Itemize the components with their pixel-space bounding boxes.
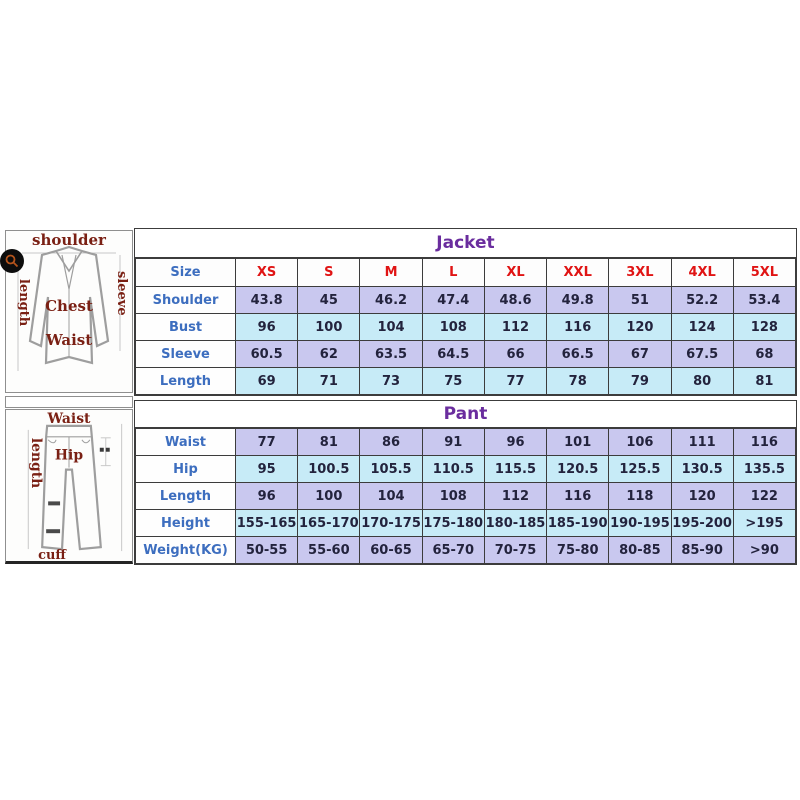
pants-pocket-left — [48, 440, 56, 443]
rise-mark — [106, 448, 110, 452]
size-value-cell: 65-70 — [422, 537, 484, 564]
table-row — [136, 429, 796, 456]
pants-length-label: length — [28, 437, 45, 489]
size-value-cell: 73 — [360, 368, 422, 395]
jacket-length-label: length — [16, 279, 31, 327]
size-value-cell: 116 — [547, 314, 609, 341]
table-row — [136, 341, 796, 368]
size-value-cell: 125.5 — [609, 456, 671, 483]
pants-sketch — [6, 410, 132, 561]
jacket-shoulder-label: shoulder — [32, 231, 106, 249]
pants-cuff-label: cuff — [38, 548, 67, 561]
size-value-cell: 46.2 — [360, 287, 422, 314]
size-value-cell: 100.5 — [298, 456, 360, 483]
size-value-cell: 95 — [236, 456, 298, 483]
size-value-cell: 170-175 — [360, 510, 422, 537]
size-value-cell: 77 — [484, 368, 546, 395]
size-value-cell: 112 — [484, 314, 546, 341]
size-value-cell: 66.5 — [547, 341, 609, 368]
table-row — [136, 368, 796, 395]
row-label: Length — [136, 368, 236, 395]
pants-waist-label: Waist — [47, 410, 91, 427]
jacket-waist-label: Waist — [45, 331, 93, 349]
size-value-cell: 75-80 — [547, 537, 609, 564]
size-value-cell: 96 — [484, 429, 546, 456]
size-value-cell: 91 — [422, 429, 484, 456]
size-value-cell: 69 — [236, 368, 298, 395]
size-col-header: L — [422, 259, 484, 287]
size-value-cell: 112 — [484, 483, 546, 510]
size-col-header: 3XL — [609, 259, 671, 287]
table-row — [136, 510, 796, 537]
size-value-cell: 60.5 — [236, 341, 298, 368]
jacket-sketch — [6, 231, 132, 392]
thigh-mark — [48, 501, 60, 505]
jacket-sleeve-label: sleeve — [114, 271, 129, 316]
jacket-collar — [56, 251, 82, 271]
size-value-cell: 120 — [609, 314, 671, 341]
size-value-cell: 130.5 — [671, 456, 733, 483]
size-value-cell: 86 — [360, 429, 422, 456]
size-value-cell: 104 — [360, 483, 422, 510]
size-value-cell: 49.8 — [547, 287, 609, 314]
size-value-cell: 108 — [422, 483, 484, 510]
pants-pocket-right — [82, 440, 90, 443]
table-row — [136, 483, 796, 510]
size-value-cell: 85-90 — [671, 537, 733, 564]
row-label: Weight(KG) — [136, 537, 236, 564]
size-value-cell: 79 — [609, 368, 671, 395]
size-value-cell: 175-180 — [422, 510, 484, 537]
jacket-table-title: Jacket — [135, 229, 796, 258]
size-value-cell: 128 — [733, 314, 795, 341]
size-value-cell: 185-190 — [547, 510, 609, 537]
size-col-header: XXL — [547, 259, 609, 287]
size-value-cell: 48.6 — [484, 287, 546, 314]
jacket-table-grid — [135, 258, 796, 395]
table-row — [136, 456, 796, 483]
size-value-cell: 190-195 — [609, 510, 671, 537]
size-value-cell: 71 — [298, 368, 360, 395]
row-label: Waist — [136, 429, 236, 456]
size-value-cell: 110.5 — [422, 456, 484, 483]
size-value-cell: 78 — [547, 368, 609, 395]
jacket-chest-label: Chest — [45, 297, 93, 315]
size-value-cell: 81 — [298, 429, 360, 456]
size-value-cell: 47.4 — [422, 287, 484, 314]
size-value-cell: 55-60 — [298, 537, 360, 564]
size-grid-table — [135, 258, 796, 395]
magnifier-glass-icon — [5, 254, 19, 268]
size-value-cell: 116 — [547, 483, 609, 510]
calf-mark — [46, 529, 60, 533]
size-value-cell: 70-75 — [484, 537, 546, 564]
size-value-cell: 100 — [298, 483, 360, 510]
pants-hip-label: Hip — [54, 447, 84, 464]
size-value-cell: 96 — [236, 314, 298, 341]
size-value-cell: 111 — [671, 429, 733, 456]
size-value-cell: >90 — [733, 537, 795, 564]
size-value-cell: 67 — [609, 341, 671, 368]
size-value-cell: 116 — [733, 429, 795, 456]
size-grid-table — [135, 428, 796, 564]
size-value-cell: 64.5 — [422, 341, 484, 368]
size-value-cell: 52.2 — [671, 287, 733, 314]
row-label: Height — [136, 510, 236, 537]
size-value-cell: 80 — [671, 368, 733, 395]
size-value-cell: >195 — [733, 510, 795, 537]
size-value-cell: 68 — [733, 341, 795, 368]
size-value-cell: 124 — [671, 314, 733, 341]
pant-table-title: Pant — [135, 401, 796, 428]
size-value-cell: 105.5 — [360, 456, 422, 483]
size-value-cell: 106 — [609, 429, 671, 456]
size-value-cell: 180-185 — [484, 510, 546, 537]
size-value-cell: 51 — [609, 287, 671, 314]
size-header-label: Size — [136, 259, 236, 287]
size-value-cell: 120 — [671, 483, 733, 510]
size-col-header: S — [298, 259, 360, 287]
size-value-cell: 122 — [733, 483, 795, 510]
pant-measurement-diagram — [5, 409, 133, 564]
size-value-cell: 81 — [733, 368, 795, 395]
sketch-panel-divider — [5, 396, 133, 408]
size-header-row — [136, 259, 796, 287]
size-value-cell: 115.5 — [484, 456, 546, 483]
size-value-cell: 62 — [298, 341, 360, 368]
table-row — [136, 537, 796, 564]
size-col-header: 5XL — [733, 259, 795, 287]
size-value-cell: 63.5 — [360, 341, 422, 368]
row-label: Sleeve — [136, 341, 236, 368]
size-value-cell: 108 — [422, 314, 484, 341]
row-label: Length — [136, 483, 236, 510]
zoom-magnifier-icon[interactable] — [0, 249, 24, 273]
jacket-size-table — [134, 228, 797, 396]
size-value-cell: 77 — [236, 429, 298, 456]
size-value-cell: 120.5 — [547, 456, 609, 483]
size-value-cell: 80-85 — [609, 537, 671, 564]
size-col-header: XS — [236, 259, 298, 287]
size-col-header: M — [360, 259, 422, 287]
row-label: Shoulder — [136, 287, 236, 314]
size-value-cell: 100 — [298, 314, 360, 341]
pant-table-grid — [135, 428, 796, 564]
size-value-cell: 60-65 — [360, 537, 422, 564]
rise-mark — [100, 448, 104, 452]
table-row — [136, 314, 796, 341]
size-value-cell: 155-165 — [236, 510, 298, 537]
size-value-cell: 195-200 — [671, 510, 733, 537]
jacket-measurement-diagram — [5, 230, 133, 393]
size-value-cell: 135.5 — [733, 456, 795, 483]
size-value-cell: 118 — [609, 483, 671, 510]
size-value-cell: 45 — [298, 287, 360, 314]
size-value-cell: 66 — [484, 341, 546, 368]
size-value-cell: 101 — [547, 429, 609, 456]
size-value-cell: 50-55 — [236, 537, 298, 564]
size-value-cell: 75 — [422, 368, 484, 395]
size-value-cell: 104 — [360, 314, 422, 341]
size-value-cell: 165-170 — [298, 510, 360, 537]
pant-size-table — [134, 400, 797, 565]
size-value-cell: 67.5 — [671, 341, 733, 368]
row-label: Bust — [136, 314, 236, 341]
size-value-cell: 53.4 — [733, 287, 795, 314]
size-col-header: 4XL — [671, 259, 733, 287]
table-row — [136, 287, 796, 314]
size-col-header: XL — [484, 259, 546, 287]
row-label: Hip — [136, 456, 236, 483]
size-value-cell: 43.8 — [236, 287, 298, 314]
size-value-cell: 96 — [236, 483, 298, 510]
